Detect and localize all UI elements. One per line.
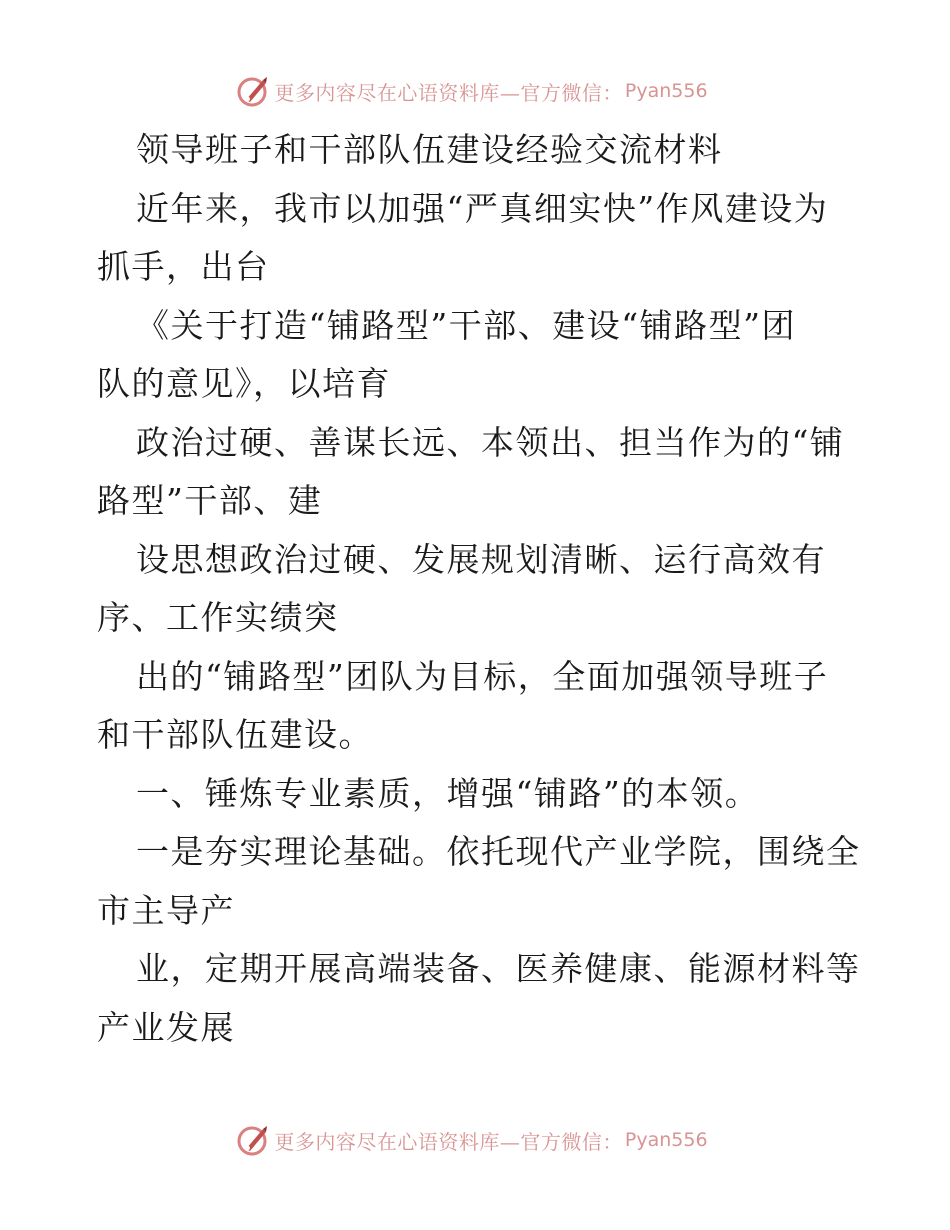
paragraph-line: 设思想政治过硬、发展规划清晰、运行高效有 [136, 539, 826, 579]
paragraph-line: 市主导产 [97, 890, 235, 930]
paragraph-line: 政治过硬、善谋长远、本领出、担当作为的“铺 [136, 422, 845, 462]
paragraph-line: 序、工作实绩突 [97, 598, 339, 637]
quill-logo-icon [236, 74, 270, 108]
paragraph-line: 产业发展 [97, 1007, 235, 1047]
document-title: 领导班子和干部队伍建设经验交流材料 [136, 130, 723, 169]
quill-logo-icon [236, 1123, 270, 1157]
paragraph-line: 《关于打造“铺路型”干部、建设“铺路型”团 [136, 305, 796, 345]
paragraph-line: 抓手，出台 [97, 247, 270, 286]
document-body [97, 121, 861, 1057]
paragraph-line: 业，定期开展高端装备、医养健康、能源材料等 [136, 949, 861, 988]
header-watermark [0, 71, 950, 111]
paragraph-line: 近年来，我市以加强“严真细实快”作风建设为 [136, 188, 829, 228]
paragraph-line: 路型”干部、建 [97, 481, 323, 520]
paragraph-line: 和干部队伍建设。 [97, 715, 373, 754]
paragraph-line: 一是夯实理论基础。依托现代产业学院，围绕全 [136, 832, 861, 871]
watermark-wechat-id: Pyan556 [624, 1129, 708, 1151]
paragraph-line: 队的意见》，以培育 [97, 364, 391, 403]
watermark-text: 更多内容尽在心语资料库—官方微信： [274, 1129, 623, 1154]
paragraph-line: 出的“铺路型”团队为目标，全面加强领导班子 [136, 656, 829, 696]
watermark-wechat-id: Pyan556 [624, 80, 708, 102]
section-heading: 一、锤炼专业素质，增强“铺路”的本领。 [136, 773, 760, 813]
footer-watermark [0, 1120, 950, 1160]
watermark-text: 更多内容尽在心语资料库—官方微信： [274, 80, 623, 105]
